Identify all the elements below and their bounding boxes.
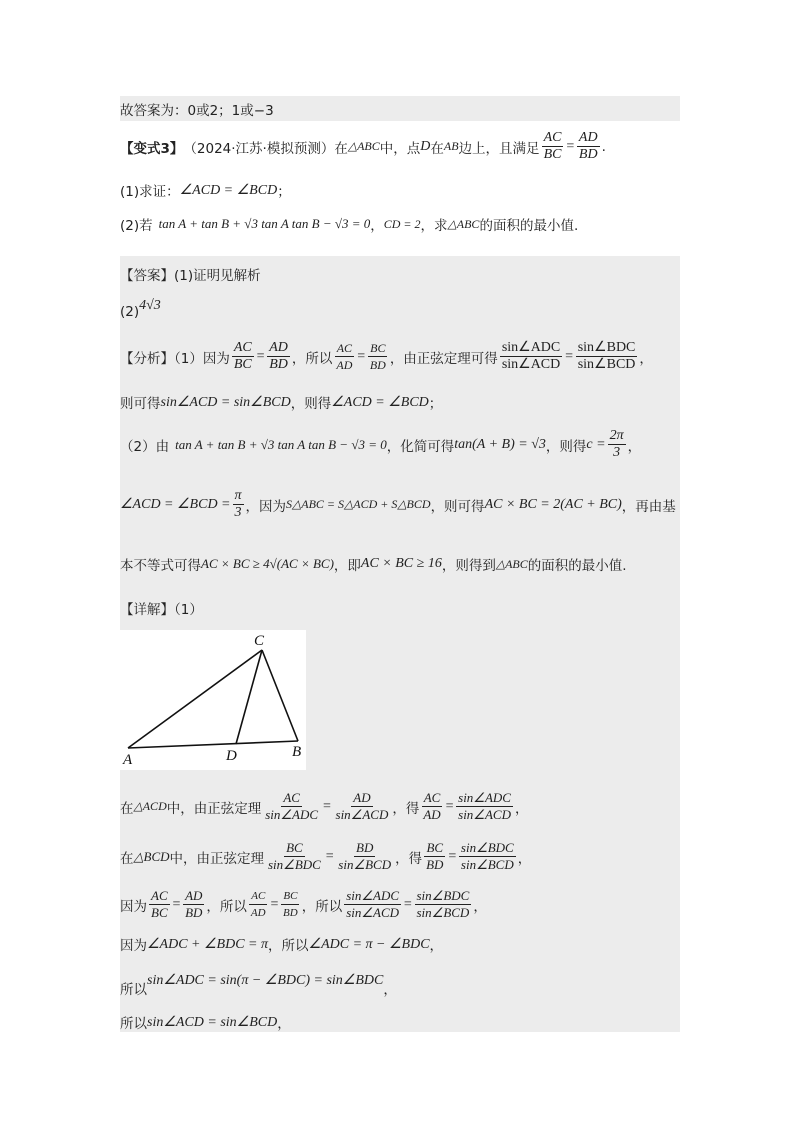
variant-tag: 【变式3】 [120,140,184,157]
analysis-tag: 【分析】（1）因为 [120,350,230,367]
text: ， [429,938,444,954]
analysis-line-2 [120,392,442,412]
proof-line-2: 在 △BCD 中，由正弦定理 $\frac{BC}{\text{sin∠BDC}}$ = $\frac{BD}{\text{sin∠BCD}}$ ，得 $\frac{BC}{BD}$ = $\frac{\text{sin∠BDC}}{\text{sin∠BCD}}$ ， [120,840,532,872]
text: ，则得 [290,396,332,412]
fraction: $\frac{AC}{\text{sin∠ADC}}$ [265,790,319,822]
text: ，化简可得 [386,438,455,455]
text: 所以 [120,1016,147,1032]
proof-line-1: 在 △ACD 中，由正弦定理 $\frac{AC}{\text{sin∠ADC}}$ = $\frac{AD}{\text{sin∠ACD}}$ ，得 $\frac{AC}{AD}$ = $\frac{\text{sin∠ADC}}{\text{sin∠ACD}}$ ， [120,790,529,822]
fraction: $\frac{\text{sin∠ADC}}{\text{sin∠ACD}}$ [458,790,511,822]
text: ， [383,982,397,998]
tri-abc: △ABC [347,139,380,153]
math: sin∠ADC = sin(π − ∠BDC) = sin∠BDC [147,972,384,988]
answer-line-1 [120,264,261,284]
question-1 [120,180,291,200]
answer-tag: 【答案】(1)证明见解析 [120,268,261,284]
fraction: $\frac{BD}{\text{sin∠BCD}}$ [338,840,392,872]
fraction: $\frac{AC}{BC}$ [151,888,168,920]
math: tan A + tan B + √3 tan A tan B − √3 = 0 [175,436,387,452]
fraction: $\frac{\pi}{3}$ [234,488,242,520]
fraction: $\frac{BC}{BD}$ [426,840,444,872]
point-d: D [420,138,431,154]
text: 因为 [120,938,147,954]
q2-sep: ， [370,218,384,234]
text: ； [428,396,443,412]
fraction: $\frac{AD}{BD}$ [269,340,288,372]
fraction: $\frac{\text{sin∠ADC}}{\text{sin∠ACD}}$ [501,340,561,372]
fraction: $\frac{AC}{AD}$ [250,890,266,919]
proof-line-6 [120,1012,291,1032]
analysis-line-4 [120,488,676,521]
segment-ab: AB [443,139,459,153]
fraction: $\frac{AC}{BC}$ [233,340,252,372]
analysis-line-3 [120,428,641,461]
math: △ACD [133,799,167,813]
q2-expr: tan A + tan B + √3 tan A tan B − √3 = 0 [158,216,371,231]
math: S△ABC = S△ACD + S△BCD [286,497,431,511]
text: ， [639,350,653,367]
math: ∠ADC + ∠BDC = π [147,936,269,952]
text: 所以 [120,982,147,998]
q1-label: (1)求证： [120,184,180,200]
text: ， [277,1016,291,1032]
answer-summary-text: 故答案为：0或2；1或−3 [120,103,274,119]
text: ，则可得 [430,498,485,515]
text: ，得 [392,800,420,817]
fraction: $\frac{AD}{BD}$ [185,888,203,920]
text: ，所以 [301,898,343,915]
text: 在 [120,850,134,867]
text: 因为 [120,898,147,915]
math: AC × BC ≥ 16 [360,556,442,571]
detail-heading [120,598,203,618]
answer-summary-line [120,99,274,119]
analysis-line-5 [120,554,627,574]
variant-text3: 边上，且满足 [458,140,540,157]
text: ，所以 [268,938,309,954]
text: ，因为 [245,498,287,515]
math: △BCD [133,848,170,864]
text: ，由正弦定理可得 [389,350,498,367]
math: △ABC [495,556,528,571]
fraction: $\frac{BC}{BD}$ [369,341,386,372]
text: 中，由正弦定理 [166,800,262,817]
text: 本不等式可得 [120,558,201,574]
fraction-ad-bd: $\frac{AD}{BD}$ [578,130,598,162]
math: sin∠ACD = sin∠BCD [160,394,291,410]
fraction: $\frac{BC}{\text{sin∠BDC}}$ [268,840,321,872]
variant-text1: 中，点 [379,140,421,157]
fraction: $\frac{AD}{\text{sin∠ACD}}$ [335,790,389,822]
text: （2）由 [120,438,170,455]
q1-expr: ∠ACD = ∠BCD [179,182,278,198]
text: ，所以 [206,898,247,915]
math: tan(A + B) = √3 [454,436,546,452]
text: ，则得 [545,438,587,455]
text: 在 [120,800,134,817]
text: ，得 [395,850,423,867]
q2-tri: △ABC [447,216,480,231]
text: ，即 [333,558,361,574]
text: ， [517,850,532,867]
math: c = [586,436,606,452]
proof-line-5 [120,962,397,998]
proof-line-4 [120,934,443,954]
q2-cd: CD = 2 [383,216,421,231]
text: ，则得到 [441,558,496,574]
label-d: D [226,748,237,764]
math: ∠ADC = π − ∠BDC [308,936,430,952]
text: ，所以 [291,350,333,367]
text: ， [627,438,642,455]
detail-tag: 【详解】（1） [120,602,203,618]
q2-end: 的面积的最小值. [479,218,579,234]
fraction: $\frac{\text{sin∠ADC}}{\text{sin∠ACD}}$ [346,888,400,920]
fraction: $\frac{AC}{AD}$ [423,790,441,822]
fraction: $\frac{\text{sin∠BDC}}{\text{sin∠BCD}}$ [416,888,470,920]
label-c: C [254,633,265,649]
q1-end: ； [277,184,291,200]
q2-label: (2)若 [120,218,153,234]
figure-background [120,630,306,770]
text: 则可得 [120,396,161,412]
variant-end: . [601,138,606,155]
proof-line-3: 因为 $\frac{AC}{BC}$ = $\frac{AD}{BD}$ ，所以 $\frac{AC}{AD}$ = $\frac{BC}{BD}$ ，所以 $\frac{\text{sin∠ADC}}{\text{sin∠ACD}}$ = $\frac{\text{sin∠BDC}}{\text{sin∠BCD}}$ ， [120,888,487,920]
variant-text2: 在 [430,140,444,157]
question-2 [120,214,578,234]
math: ∠ACD = ∠BCD [331,394,429,410]
fraction: $\frac{\text{sin∠BDC}}{\text{sin∠BCD}}$ [577,340,636,372]
answer-2-label: (2) [120,304,140,320]
variant-source: （2024·江苏·模拟预测）在 [183,140,348,157]
analysis-line-1: 【分析】（1）因为 $\frac{AC}{BC}$ = $\frac{AD}{BD}$ ，所以 $\frac{AC}{AD}$ = $\frac{BC}{BD}$ ，由正弦定理可得 $\frac{\text{sin∠ADC}}{\text{sin∠ACD}}$ = $\frac{\text{sin∠BDC}}{\text{sin∠BCD}}$ ， [120,340,653,372]
variant-problem-line: 【变式3】 （2024·江苏·模拟预测）在 △ABC 中，点 D 在 AB 边上，且满足 $\frac{AC}{BC}$ = $\frac{AD}{BD}$ . [120,130,606,162]
text: 中，由正弦定理 [169,850,264,867]
text: ，再由基 [621,498,676,515]
q2-text: ，求 [420,218,448,234]
fraction: $\frac{\text{sin∠BDC}}{\text{sin∠BCD}}$ [460,840,514,872]
label-a: A [123,752,133,768]
text: ， [514,800,529,817]
label-b: B [292,744,302,760]
text: ， [473,898,487,915]
answer-line-2 [120,292,161,320]
fraction: $\frac{BC}{BD}$ [283,890,298,919]
fraction: $\frac{2\pi}{3}$ [609,428,624,460]
math: ∠ACD = ∠BCD = [120,497,231,512]
math: AC × BC = 2(AC + BC) [484,496,622,512]
triangle-figure [120,630,306,770]
math: sin∠ACD = sin∠BCD [147,1014,278,1030]
text: 的面积的最小值. [527,558,627,574]
fraction: $\frac{AC}{AD}$ [336,341,353,372]
math: AC × BC ≥ 4√(AC × BC) [201,556,334,571]
fraction-ac-bc: $\frac{AC}{BC}$ [543,130,562,162]
answer-2-value: 4√3 [139,298,161,313]
